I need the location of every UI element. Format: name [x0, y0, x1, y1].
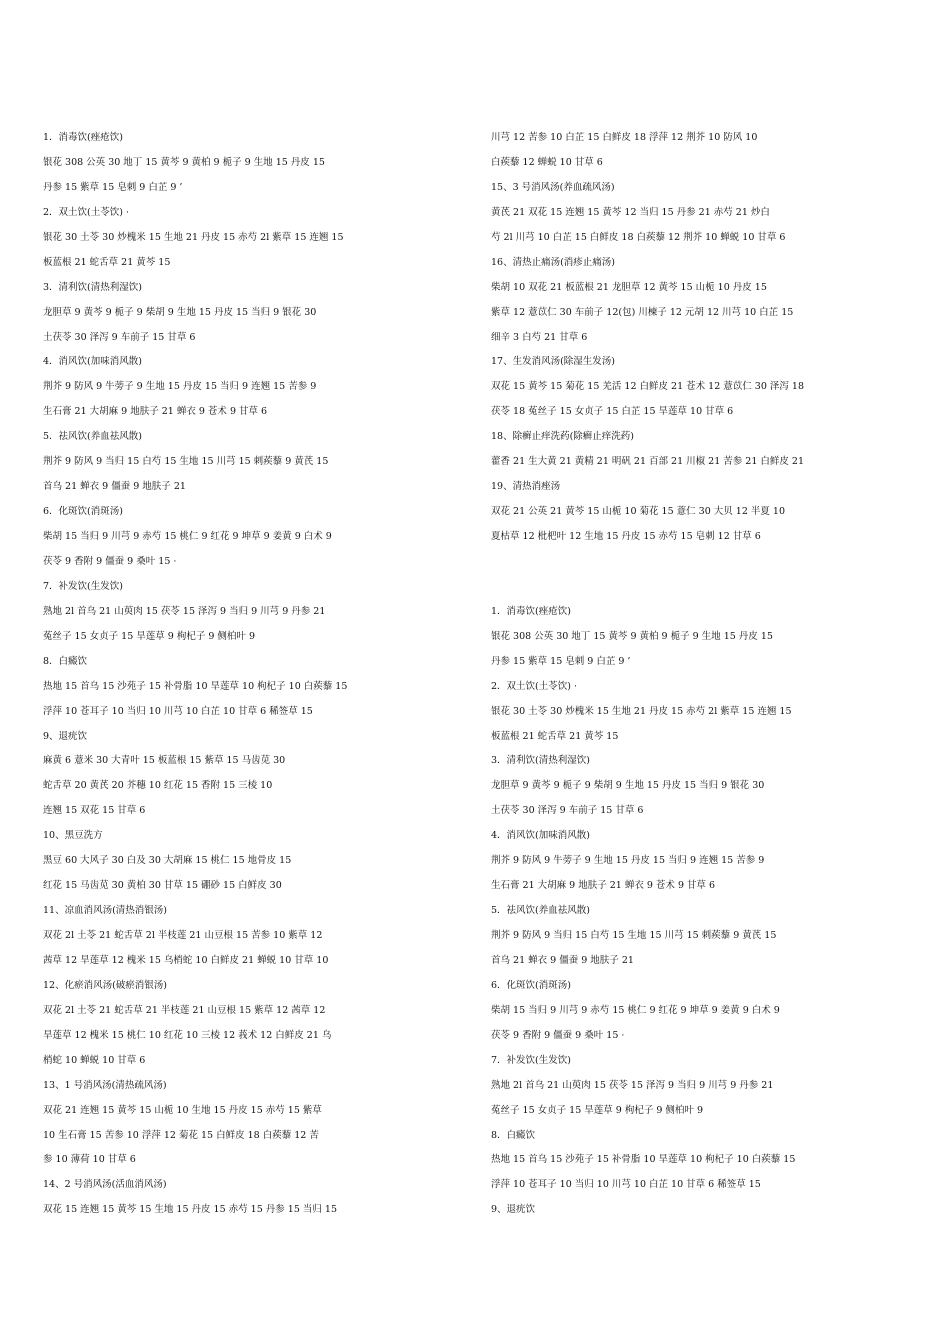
text-line: 17、生发消风汤(除湿生发汤)	[491, 356, 616, 368]
text-line: 熟地 2l 首乌 21 山萸肉 15 茯苓 15 泽泻 9 当归 9 川芎 9 丹参 21	[491, 1079, 774, 1091]
text-line: 2．双土饮(土苓饮) ·	[491, 680, 577, 692]
text-line: 5．祛风饮(养血祛风散)	[43, 431, 142, 443]
text-line: 7．补发饮(生发饮)	[43, 580, 123, 592]
text-line: 荆芥 9 防风 9 牛蒡子 9 生地 15 丹皮 15 当归 9 连翘 15 苦参 9	[491, 855, 765, 867]
text-line	[491, 575, 921, 600]
text-line: 紫草 12 薏苡仁 30 车前子 12(包) 川楝子 12 元胡 12 川芎 10 白芷 15	[491, 306, 794, 318]
text-line: 双花 15 黄芩 15 菊花 15 羌活 12 白鲜皮 21 苍术 12 薏苡仁 30 泽泻 18	[491, 381, 805, 393]
text-line: 6．化斑饮(消斑汤)	[491, 979, 571, 991]
text-line: 茯苓 9 香附 9 僵蚕 9 桑叶 15 ·	[491, 1029, 625, 1041]
text-line: 双花 2l 土苓 21 蛇舌草 2l 半枝莲 21 山豆根 15 苦参 10 紫草 12	[43, 930, 323, 941]
text-line: 土茯苓 30 泽泻 9 车前子 15 甘草 6	[43, 331, 196, 343]
text-line: 热地 15 首乌 15 沙苑子 15 补骨脂 10 旱莲草 10 枸杞子 10 白蒺藜 15	[43, 680, 348, 692]
text-line: 龙胆草 9 黄芩 9 栀子 9 柴胡 9 生地 15 丹皮 15 当归 9 银花 30	[491, 780, 765, 792]
text-line: 红花 15 马齿苋 30 黄柏 30 甘草 15 硼砂 15 白鲜皮 30	[43, 880, 282, 892]
text-line: 茜草 12 旱莲草 12 槐米 15 乌梢蛇 10 白鲜皮 21 蝉蜕 10 甘草 10	[43, 954, 329, 966]
text-line: 12、化瘀消风汤(破瘀消银汤)	[43, 979, 168, 991]
text-line: 熟地 2l 首乌 21 山萸肉 15 茯苓 15 泽泻 9 当归 9 川芎 9 丹参 21	[43, 605, 326, 617]
text-line: 16、清热止痛汤(消疹止痛汤)	[491, 256, 616, 268]
text-line: 丹参 15 紫草 15 皂刺 9 白芷 9 ’	[491, 655, 631, 667]
text-line: 银花 308 公英 30 地丁 15 黄芩 9 黄柏 9 栀子 9 生地 15 丹皮 15	[43, 156, 325, 168]
text-line: 14、2 号消风汤(活血消风汤)	[43, 1179, 167, 1191]
text-line: 荆芥 9 防风 9 牛蒡子 9 生地 15 丹皮 15 当归 9 连翘 15 苦参 9	[43, 381, 317, 393]
text-line: 10、黑豆洗方	[43, 830, 103, 842]
text-line: 菟丝子 15 女贞子 15 旱莲草 9 枸杞子 9 侧柏叶 9	[43, 630, 255, 642]
text-line: 茯苓 18 菟丝子 15 女贞子 15 白芷 15 旱莲草 10 甘草 6	[491, 406, 734, 418]
text-line: 1．消毒饮(痤疮饮)	[43, 132, 123, 143]
text-line: 19、清热消痤汤	[491, 481, 561, 493]
text-line: 2．双土饮(土苓饮) ·	[43, 206, 129, 218]
text-line: 连翘 15 双花 15 甘草 6	[43, 805, 146, 817]
text-line: 银花 30 土苓 30 炒槐米 15 生地 21 丹皮 15 赤芍 2l 紫草 15 连翘 15	[491, 705, 792, 717]
text-line: 荆芥 9 防风 9 当归 15 白芍 15 生地 15 川芎 15 刺蒺藜 9 黄芪 15	[43, 456, 329, 468]
text-line: 5．祛风饮(养血祛风散)	[491, 905, 590, 917]
text-line: 生石膏 21 大胡麻 9 地肤子 21 蝉衣 9 苍术 9 甘草 6	[43, 406, 268, 418]
text-line: 蛇舌草 20 黄芪 20 芥穗 10 红花 15 香附 15 三棱 10	[43, 780, 273, 792]
text-line: 3．清利饮(清热利湿饮)	[491, 755, 590, 767]
text-line: 麻黄 6 薏米 30 大青叶 15 板蓝根 15 紫草 15 马齿苋 30	[43, 755, 286, 767]
text-line: 8．白癜饮	[43, 655, 88, 667]
text-line: 龙胆草 9 黄芩 9 栀子 9 柴胡 9 生地 15 丹皮 15 当归 9 银花 30	[43, 306, 317, 318]
text-line: 板蓝根 21 蛇舌草 21 黄芩 15	[491, 730, 619, 742]
text-line: 土茯苓 30 泽泻 9 车前子 15 甘草 6	[491, 805, 644, 817]
text-line: 柴胡 10 双花 21 板蓝根 21 龙胆草 12 黄芩 15 山栀 10 丹皮 15	[491, 281, 767, 293]
text-line: 8．白癜饮	[491, 1129, 536, 1141]
text-line: 3．清利饮(清热利湿饮)	[43, 281, 142, 293]
text-line	[491, 550, 921, 575]
text-line: 银花 30 土苓 30 炒槐米 15 生地 21 丹皮 15 赤芍 2l 紫草 15 连翘 15	[43, 231, 344, 243]
text-line: 11、凉血消风汤(清热消银汤)	[43, 905, 168, 917]
text-line: 茯苓 9 香附 9 僵蚕 9 桑叶 15 ·	[43, 555, 177, 567]
text-line: 双花 2l 土苓 21 蛇舌草 21 半枝莲 21 山豆根 15 紫草 12 茜草 12	[43, 1004, 326, 1016]
text-line: 浮萍 10 苍耳子 10 当归 10 川芎 10 白芷 10 甘草 6 稀签草 15	[43, 705, 313, 717]
text-line: 4．消风饮(加味消风散)	[43, 356, 142, 368]
text-line: 柴胡 15 当归 9 川芎 9 赤芍 15 桃仁 9 红花 9 坤草 9 姜黄 9 白术 9	[43, 531, 332, 542]
text-line: 热地 15 首乌 15 沙苑子 15 补骨脂 10 旱莲草 10 枸杞子 10 白蒺藜 15	[491, 1154, 796, 1166]
text-line: 9、退疣饮	[491, 1204, 536, 1216]
text-line: 7．补发饮(生发饮)	[491, 1054, 571, 1066]
text-line: 梢蛇 10 蝉蜕 10 甘草 6	[43, 1054, 146, 1066]
right-column	[491, 126, 921, 1223]
text-line: 生石膏 21 大胡麻 9 地肤子 21 蝉衣 9 苍术 9 甘草 6	[491, 880, 716, 892]
text-line: 10 生石膏 15 苦参 10 浮萍 12 菊花 15 白鲜皮 18 白蒺藜 12 苦	[43, 1129, 319, 1141]
text-line: 1．消毒饮(痤疮饮)	[491, 605, 571, 617]
text-line: 白蒺藜 12 蝉蜕 10 甘草 6	[491, 156, 603, 168]
text-line: 夏枯草 12 枇杷叶 12 生地 15 丹皮 15 赤芍 15 皂刺 12 甘草 6	[491, 531, 761, 542]
text-line: 参 10 薄荷 10 甘草 6	[43, 1154, 136, 1166]
text-line: 芍 2l 川芎 10 白芷 15 白鲜皮 18 白蒺藜 12 荆芥 10 蝉蜕 10 甘草 6	[491, 231, 786, 243]
text-line: 4．消风饮(加味消风散)	[491, 830, 590, 842]
text-line: 藿香 21 生大黄 21 黄精 21 明矾 21 百部 21 川椒 21 苦参 21 白鲜皮 21	[491, 456, 805, 468]
text-line: 15、3 号消风汤(养血疏风汤)	[491, 181, 615, 193]
text-line: 浮萍 10 苍耳子 10 当归 10 川芎 10 白芷 10 甘草 6 稀签草 15	[491, 1179, 761, 1191]
text-line: 双花 15 连翘 15 黄芩 15 生地 15 丹皮 15 赤芍 15 丹参 15 当归 15	[43, 1204, 338, 1216]
text-line: 首乌 21 蝉衣 9 僵蚕 9 地肤子 21	[491, 954, 634, 966]
text-line: 黄芪 21 双花 15 连翘 15 黄芩 12 当归 15 丹参 21 赤芍 21 炒白	[491, 206, 770, 218]
text-line: 丹参 15 紫草 15 皂刺 9 白芷 9 ’	[43, 181, 183, 193]
text-line: 18、除癣止痒洗药(除癣止痒洗药)	[491, 431, 635, 443]
text-line: 板蓝根 21 蛇舌草 21 黄芩 15	[43, 256, 171, 268]
left-column	[43, 126, 463, 1223]
text-line: 旱莲草 12 槐米 15 桃仁 10 红花 10 三棱 12 莪术 12 白鲜皮 21 乌	[43, 1029, 332, 1041]
text-line: 菟丝子 15 女贞子 15 旱莲草 9 枸杞子 9 侧柏叶 9	[491, 1104, 703, 1116]
text-line: 9、退疣饮	[43, 730, 88, 742]
text-line: 细辛 3 白芍 21 甘草 6	[491, 331, 588, 343]
text-line: 川芎 12 苦参 10 白芷 15 白鲜皮 18 浮萍 12 荆芥 10 防风 10	[491, 132, 758, 143]
text-line: 6．化斑饮(消斑汤)	[43, 506, 123, 518]
text-line: 柴胡 15 当归 9 川芎 9 赤芍 15 桃仁 9 红花 9 坤草 9 姜黄 9 白术 9	[491, 1004, 780, 1016]
text-line: 首乌 21 蝉衣 9 僵蚕 9 地肤子 21	[43, 481, 186, 493]
text-line: 双花 21 连翘 15 黄芩 15 山栀 10 生地 15 丹皮 15 赤芍 15 紫草	[43, 1104, 322, 1116]
text-line: 银花 308 公英 30 地丁 15 黄芩 9 黄柏 9 栀子 9 生地 15 丹皮 15	[491, 630, 773, 642]
text-line: 13、1 号消风汤(清热疏风汤)	[43, 1079, 167, 1091]
text-line: 荆芥 9 防风 9 当归 15 白芍 15 生地 15 川芎 15 刺蒺藜 9 黄芪 15	[491, 930, 777, 941]
text-line: 双花 21 公英 21 黄芩 15 山栀 10 菊花 15 薏仁 30 大贝 12 半夏 10	[491, 506, 786, 518]
text-line: 黑豆 60 大风子 30 白及 30 大胡麻 15 桃仁 15 地骨皮 15	[43, 855, 292, 867]
